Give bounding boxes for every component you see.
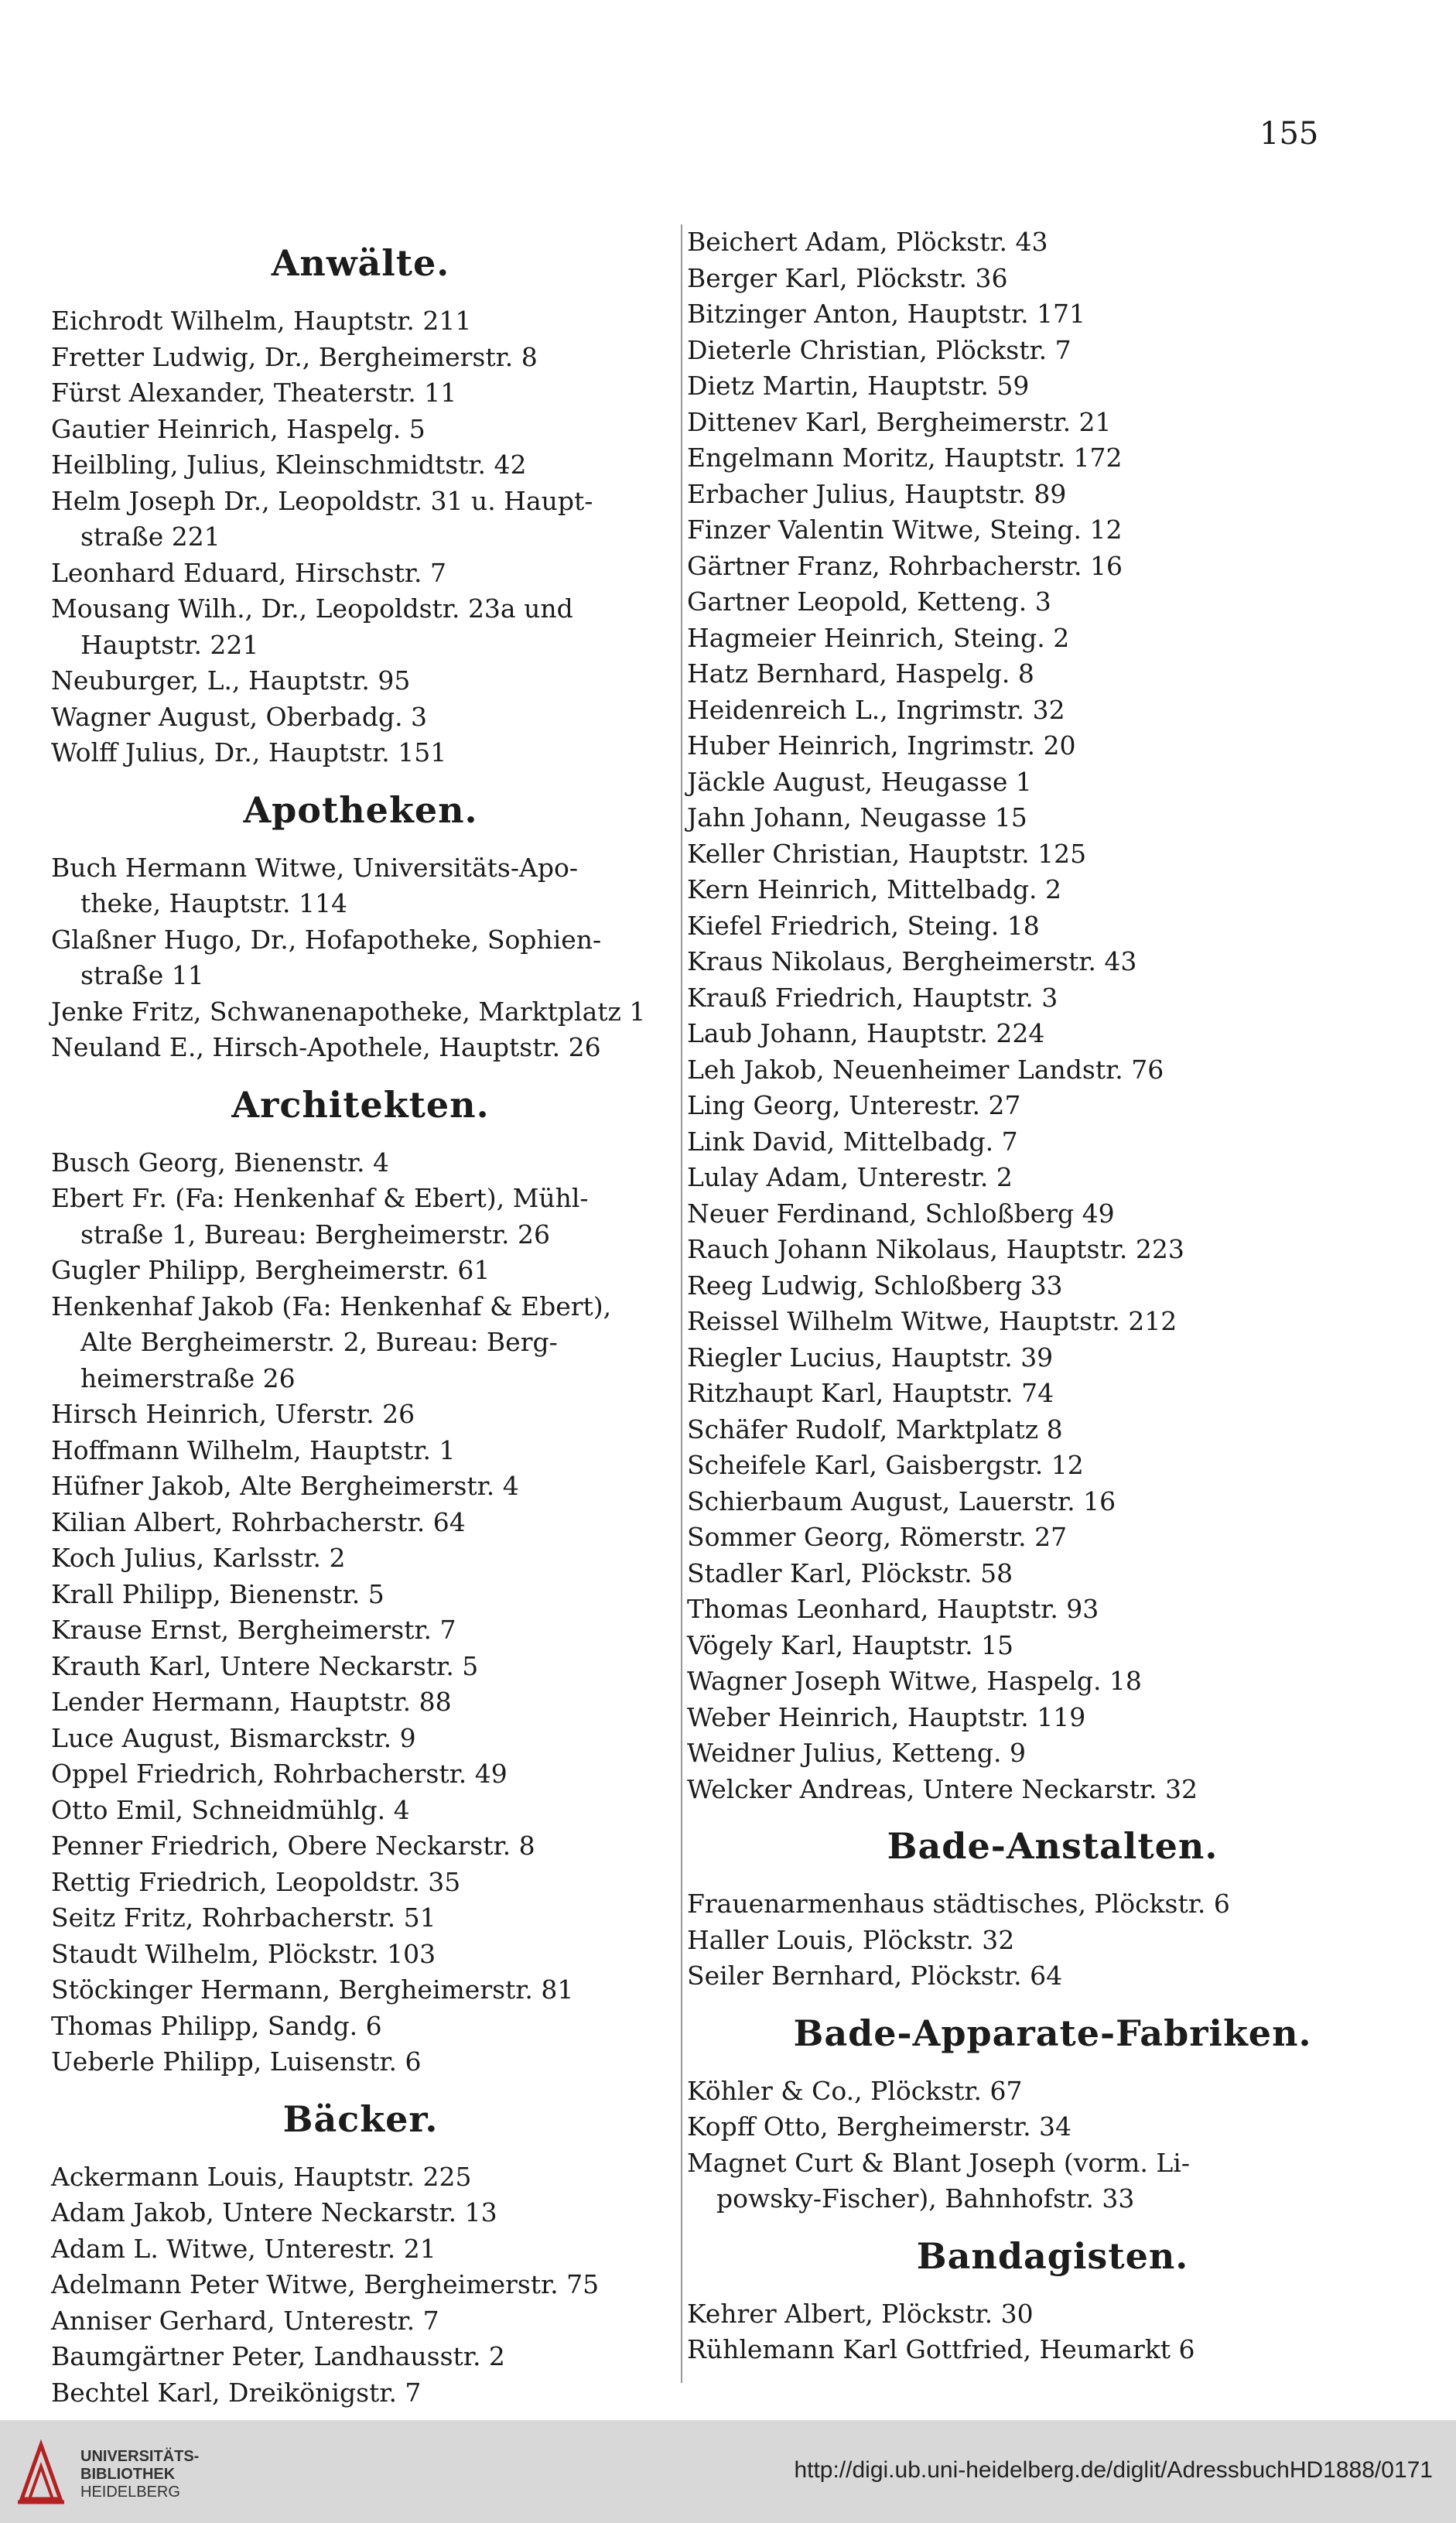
entry-line: Adam Jakob, Untere Neckarstr. 13 (51, 2197, 497, 2227)
directory-entry (687, 944, 1418, 980)
directory-entry (51, 735, 670, 771)
entry-line: Erbacher Julius, Hauptstr. 89 (687, 478, 1067, 509)
entry-line: Magnet Curt & Blant Joseph (vorm. Li- (687, 2147, 1190, 2178)
entry-line: Keller Christian, Hauptstr. 125 (687, 838, 1087, 869)
directory-entry (687, 1304, 1418, 1340)
entry-line: Rauch Johann Nikolaus, Hauptstr. 223 (687, 1234, 1184, 1264)
entry-line: Dietz Martin, Hauptstr. 59 (687, 371, 1030, 401)
directory-entry (51, 2231, 670, 2268)
directory-entry (687, 2109, 1418, 2145)
directory-entry (51, 2267, 670, 2303)
entry-continuation-line: Hauptstr. 221 (80, 629, 259, 660)
directory-entry (687, 1448, 1418, 1484)
directory-entry (687, 549, 1418, 585)
entry-continuation-line: Alte Bergheimerstr. 2, Bureau: Berg- (80, 1327, 558, 1357)
directory-entry (51, 1145, 670, 1181)
directory-entry (687, 728, 1418, 764)
entry-line: Seitz Fritz, Rohrbacherstr. 51 (51, 1903, 436, 1933)
directory-entry (51, 1505, 670, 1541)
directory-entry (51, 1684, 670, 1721)
entry-line: Gartner Leopold, Ketteng. 3 (687, 586, 1051, 617)
university-library-logo-icon (14, 2437, 68, 2507)
directory-entry (687, 872, 1418, 908)
entry-line: Rühlemann Karl Gottfried, Heumarkt 6 (687, 2334, 1195, 2364)
entry-line: Henkenhaf Jakob (Fa: Henkenhaf & Ebert), (51, 1291, 612, 1321)
directory-entry (51, 2375, 670, 2412)
directory-entry (687, 1772, 1418, 1808)
entry-line: Koch Julius, Karlsstr. 2 (51, 1543, 346, 1573)
entry-line: Krall Philipp, Bienenstr. 5 (51, 1578, 385, 1609)
directory-entry (51, 1649, 670, 1685)
directory-entry (51, 2008, 670, 2045)
section-heading: Apotheken. (243, 788, 478, 831)
entry-line: Neuland E., Hirsch-Apothele, Hauptstr. 26 (51, 1032, 601, 1062)
directory-entry (687, 620, 1418, 657)
directory-entry (51, 1030, 670, 1066)
directory-entry (687, 1160, 1418, 1196)
footer-bar (0, 2420, 1456, 2523)
directory-entry (687, 1484, 1418, 1520)
entry-line: Jenke Fritz, Schwanenapotheke, Marktplatz 1 (51, 996, 646, 1027)
entry-line: Heilbling, Julius, Kleinschmidtstr. 42 (51, 450, 527, 480)
directory-entry (687, 908, 1418, 945)
entry-line: Köhler & Co., Plöckstr. 67 (687, 2075, 1023, 2106)
directory-entry (687, 1663, 1418, 1700)
entry-line: Adelmann Peter Witwe, Bergheimerstr. 75 (51, 2269, 600, 2299)
entry-line: Haller Louis, Plöckstr. 32 (687, 1924, 1015, 1955)
library-name-line-3: HEIDELBERG (80, 2484, 180, 2501)
directory-entry (687, 692, 1418, 729)
entry-line: Bitzinger Anton, Hauptstr. 171 (687, 299, 1086, 329)
section-heading: Bandagisten. (916, 2234, 1189, 2277)
directory-entry (51, 1253, 670, 1289)
entry-line: Eichrodt Wilhelm, Hauptstr. 211 (51, 306, 472, 336)
directory-entry (51, 2195, 670, 2231)
entry-line: Oppel Friedrich, Rohrbacherstr. 49 (51, 1759, 508, 1789)
directory-entry (687, 1886, 1418, 1923)
directory-entry (687, 584, 1418, 620)
entry-line: Baumgärtner Peter, Landhausstr. 2 (51, 2341, 505, 2371)
entry-continuation-line: theke, Hauptstr. 114 (80, 888, 347, 918)
directory-entry (51, 1397, 670, 1433)
directory-entry (687, 2145, 1418, 2217)
entry-line: Seiler Bernhard, Plöckstr. 64 (687, 1961, 1063, 1991)
directory-entry (687, 1124, 1418, 1161)
section-heading: Architekten. (231, 1083, 490, 1126)
directory-entry (687, 1556, 1418, 1592)
entry-line: Mousang Wilh., Dr., Leopoldstr. 23a und (51, 593, 573, 624)
directory-entry (687, 368, 1418, 405)
entry-line: Ling Georg, Unterestr. 27 (687, 1090, 1021, 1120)
directory-entry (687, 512, 1418, 549)
entry-line: Reissel Wilhelm Witwe, Hauptstr. 212 (687, 1306, 1177, 1336)
directory-entry (687, 1340, 1418, 1376)
entry-line: Hüfner Jakob, Alte Bergheimerstr. 4 (51, 1471, 519, 1501)
entry-line: Sommer Georg, Römerstr. 27 (687, 1522, 1068, 1552)
entry-line: Luce August, Bismarckstr. 9 (51, 1722, 416, 1753)
entry-continuation-line: straße 1, Bureau: Bergheimerstr. 26 (80, 1219, 550, 1250)
entry-continuation-line: heimerstraße 26 (80, 1362, 296, 1393)
source-url-link[interactable]: http://digi.ub.uni-heidelberg.de/diglit/AdressbuchHD1888/0171 (794, 2457, 1433, 2483)
directory-entry (51, 1612, 670, 1649)
entry-line: Fretter Ludwig, Dr., Bergheimerstr. 8 (51, 341, 538, 372)
directory-entry (51, 1937, 670, 1973)
directory-entry (51, 922, 670, 994)
entry-line: Scheifele Karl, Gaisbergstr. 12 (687, 1450, 1084, 1480)
entry-line: Reeg Ludwig, Schloßberg 33 (687, 1270, 1063, 1301)
entry-line: Schierbaum August, Lauerstr. 16 (687, 1485, 1116, 1516)
entry-line: Frauenarmenhaus städtisches, Plöckstr. 6 (687, 1889, 1230, 1919)
entry-line: Finzer Valentin Witwe, Steing. 12 (687, 515, 1123, 545)
entry-line: Krause Ernst, Bergheimerstr. 7 (51, 1615, 456, 1645)
directory-entry (51, 1793, 670, 1829)
directory-entry (687, 405, 1418, 441)
directory-entry (687, 1520, 1418, 1556)
entry-line: Kraus Nikolaus, Bergheimerstr. 43 (687, 946, 1137, 976)
entry-line: Kiefel Friedrich, Steing. 18 (687, 910, 1040, 941)
entry-continuation-line: straße 221 (80, 521, 220, 552)
entry-line: Engelmann Moritz, Hauptstr. 172 (687, 443, 1123, 473)
entry-line: Penner Friedrich, Obere Neckarstr. 8 (51, 1831, 535, 1861)
directory-entry (51, 663, 670, 699)
directory-entry (687, 261, 1418, 297)
directory-entry (687, 1088, 1418, 1124)
entry-line: Bechtel Karl, Dreikönigstr. 7 (51, 2377, 422, 2408)
directory-entry (687, 1268, 1418, 1304)
entry-line: Buch Hermann Witwe, Universitäts-Apo- (51, 852, 578, 883)
directory-entry (51, 699, 670, 736)
entry-line: Neuburger, L., Hauptstr. 95 (51, 665, 411, 696)
entry-line: Kehrer Albert, Plöckstr. 30 (687, 2298, 1034, 2329)
entry-line: Wagner Joseph Witwe, Haspelg. 18 (687, 1666, 1142, 1696)
entry-line: Laub Johann, Hauptstr. 224 (687, 1018, 1045, 1048)
directory-entry (687, 1591, 1418, 1628)
directory-entry (51, 303, 670, 340)
directory-entry (687, 2332, 1418, 2368)
directory-entry (687, 980, 1418, 1017)
directory-entry (687, 1196, 1418, 1232)
entry-line: Thomas Philipp, Sandg. 6 (51, 2010, 382, 2041)
directory-entry (51, 1721, 670, 1757)
entry-line: Schäfer Rudolf, Marktplatz 8 (687, 1414, 1063, 1444)
entry-line: Stadler Karl, Plöckstr. 58 (687, 1557, 1013, 1588)
directory-entry (51, 375, 670, 412)
entry-line: Krauth Karl, Untere Neckarstr. 5 (51, 1650, 479, 1681)
entry-line: Helm Joseph Dr., Leopoldstr. 31 u. Haupt- (51, 485, 593, 516)
entry-line: Wagner August, Oberbadg. 3 (51, 701, 428, 732)
directory-entry (51, 1828, 670, 1865)
directory-entry (687, 224, 1418, 261)
section-heading: Bade-Anstalten. (887, 1825, 1218, 1867)
directory-entry (687, 1628, 1418, 1664)
directory-entry (51, 2044, 670, 2080)
entry-line: Weber Heinrich, Hauptstr. 119 (687, 1701, 1086, 1732)
left-column (51, 224, 670, 2411)
entry-line: Fürst Alexander, Theaterstr. 11 (51, 378, 457, 408)
directory-entry (51, 1433, 670, 1469)
library-name-line-2: BIBLIOTHEK (80, 2466, 176, 2483)
directory-entry (687, 764, 1418, 801)
entry-line: Ackermann Louis, Hauptstr. 225 (51, 2161, 472, 2192)
directory-entry (687, 1735, 1418, 1772)
directory-entry (687, 1232, 1418, 1268)
entry-continuation-line: powsky-Fischer), Bahnhofstr. 33 (716, 2183, 1135, 2214)
entry-continuation-line: straße 11 (80, 960, 204, 990)
entry-line: Ritzhaupt Karl, Hauptstr. 74 (687, 1378, 1054, 1408)
directory-entry (51, 1865, 670, 1901)
directory-entry (51, 1289, 670, 1397)
directory-entry (687, 440, 1418, 477)
entry-line: Thomas Leonhard, Hauptstr. 93 (687, 1594, 1099, 1624)
section-heading: Bade-Apparate-Fabriken. (793, 2012, 1312, 2054)
entry-line: Jäckle August, Heugasse 1 (687, 766, 1032, 797)
directory-entry (51, 447, 670, 484)
entry-line: Glaßner Hugo, Dr., Hofapotheke, Sophien- (51, 924, 602, 955)
directory-entry (51, 2339, 670, 2375)
entry-line: Busch Georg, Bienenstr. 4 (51, 1147, 389, 1178)
directory-entry (51, 484, 670, 556)
entry-line: Berger Karl, Plöckstr. 36 (687, 262, 1008, 293)
entry-line: Leh Jakob, Neuenheimer Landstr. 76 (687, 1054, 1164, 1085)
section-heading: Bäcker. (282, 2097, 439, 2140)
entry-line: Kilian Albert, Rohrbacherstr. 64 (51, 1506, 466, 1537)
directory-entry (51, 850, 670, 922)
entry-line: Ebert Fr. (Fa: Henkenhaf & Ebert), Mühl- (51, 1183, 589, 1213)
directory-entry (687, 477, 1418, 513)
entry-line: Hagmeier Heinrich, Steing. 2 (687, 622, 1070, 653)
entry-line: Dieterle Christian, Plöckstr. 7 (687, 334, 1071, 365)
entry-line: Weidner Julius, Ketteng. 9 (687, 1738, 1026, 1768)
directory-entry (687, 1700, 1418, 1736)
right-column (681, 224, 1418, 2383)
entry-line: Gautier Heinrich, Haspelg. 5 (51, 413, 426, 444)
page-number: 155 (1259, 116, 1319, 152)
directory-entry (51, 340, 670, 376)
directory-entry (687, 1376, 1418, 1412)
entry-line: Kern Heinrich, Mittelbadg. 2 (687, 874, 1061, 904)
library-name-line-1: UNIVERSITÄTS- (80, 2448, 200, 2465)
entry-line: Welcker Andreas, Untere Neckarstr. 32 (687, 1773, 1198, 1804)
entry-line: Anniser Gerhard, Unterestr. 7 (51, 2305, 439, 2336)
directory-entry (687, 1052, 1418, 1089)
entry-line: Neuer Ferdinand, Schloßberg 49 (687, 1198, 1115, 1229)
entry-line: Leonhard Eduard, Hirschstr. 7 (51, 557, 447, 588)
entry-line: Heidenreich L., Ingrimstr. 32 (687, 694, 1065, 725)
section-heading: Anwälte. (271, 242, 450, 284)
directory-entry (51, 2159, 670, 2196)
directory-entry (51, 2303, 670, 2340)
directory-entry (51, 1468, 670, 1505)
directory-entry (51, 1756, 670, 1793)
library-name (80, 2448, 199, 2501)
entry-line: Krauß Friedrich, Hauptstr. 3 (687, 982, 1058, 1013)
entry-line: Adam L. Witwe, Unterestr. 21 (51, 2233, 436, 2264)
entry-line: Huber Heinrich, Ingrimstr. 20 (687, 730, 1076, 761)
directory-entry (51, 1900, 670, 1937)
entry-line: Beichert Adam, Plöckstr. 43 (687, 227, 1048, 257)
entry-line: Hatz Bernhard, Haspelg. 8 (687, 658, 1034, 689)
entry-line: Lender Hermann, Hauptstr. 88 (51, 1687, 452, 1717)
entry-line: Hoffmann Wilhelm, Hauptstr. 1 (51, 1434, 456, 1465)
directory-entry (687, 2073, 1418, 2110)
directory-entry (51, 994, 670, 1031)
entry-line: Dittenev Karl, Bergheimerstr. 21 (687, 406, 1112, 437)
entry-line: Rettig Friedrich, Leopoldstr. 35 (51, 1866, 461, 1897)
directory-entry (51, 1540, 670, 1577)
entry-line: Vögely Karl, Hauptstr. 15 (687, 1629, 1014, 1660)
entry-line: Jahn Johann, Neugasse 15 (687, 802, 1027, 832)
entry-line: Gärtner Franz, Rohrbacherstr. 16 (687, 550, 1123, 581)
entry-line: Link David, Mittelbadg. 7 (687, 1126, 1018, 1157)
entry-line: Wolff Julius, Dr., Hauptstr. 151 (51, 737, 447, 767)
entry-line: Hirsch Heinrich, Uferstr. 26 (51, 1399, 415, 1429)
directory-entry (687, 800, 1418, 836)
directory-entry (687, 836, 1418, 873)
entry-line: Riegler Lucius, Hauptstr. 39 (687, 1342, 1054, 1373)
entry-line: Staudt Wilhelm, Plöckstr. 103 (51, 1938, 436, 1969)
entry-line: Stöckinger Hermann, Bergheimerstr. 81 (51, 1974, 574, 2005)
directory-entry (51, 556, 670, 592)
directory-entry (51, 1972, 670, 2008)
directory-entry (687, 1016, 1418, 1052)
entry-line: Kopff Otto, Bergheimerstr. 34 (687, 2111, 1072, 2142)
directory-entry (51, 591, 670, 663)
directory-entry (687, 2296, 1418, 2333)
directory-entry (687, 296, 1418, 333)
directory-entry (687, 656, 1418, 692)
entry-line: Lulay Adam, Unterestr. 2 (687, 1162, 1013, 1192)
entry-line: Ueberle Philipp, Luisenstr. 6 (51, 2046, 422, 2077)
directory-entry (687, 1412, 1418, 1448)
directory-entry (51, 1577, 670, 1613)
directory-entry (687, 333, 1418, 369)
entry-line: Otto Emil, Schneidmühlg. 4 (51, 1794, 410, 1825)
directory-entry (687, 1923, 1418, 1959)
directory-entry (51, 1181, 670, 1253)
directory-entry (687, 1958, 1418, 1995)
directory-entry (51, 412, 670, 448)
entry-line: Gugler Philipp, Bergheimerstr. 61 (51, 1255, 490, 1285)
